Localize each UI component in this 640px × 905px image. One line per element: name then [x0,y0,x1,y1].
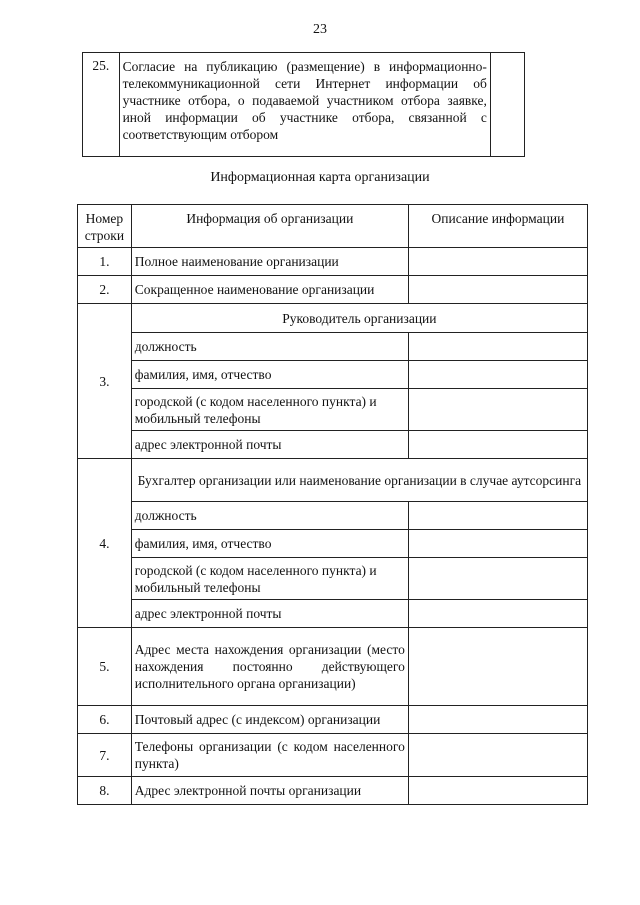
table-row [78,706,588,734]
table-row [78,628,588,706]
table-row [78,600,588,628]
header-info: Информация об организации [131,205,408,248]
table-row [78,459,588,502]
row-label: фамилия, имя, отчество [131,361,408,389]
row-number: 2. [78,276,132,304]
table-row [78,276,588,304]
description-cell [408,777,587,805]
description-cell [408,431,587,459]
row-number: 25. [83,53,120,157]
description-cell [408,502,587,530]
row-number: 5. [78,628,132,706]
row-number: 8. [78,777,132,805]
description-cell [408,706,587,734]
table-header-row [78,205,588,248]
table-row [78,389,588,431]
table-row [78,304,588,333]
description-cell [408,734,587,777]
description-cell [408,333,587,361]
table-row [78,777,588,805]
row-label: должность [131,502,408,530]
row-label: Адрес места нахождения организации (место нахождения постоянно действующего исполнительного органа организации) [131,628,408,706]
empty-cell [490,53,524,157]
row-label: Телефоны организации (с кодом населенного пункта) [131,734,408,777]
row-label: Почтовый адрес (с индексом) организации [131,706,408,734]
row-number: 6. [78,706,132,734]
consent-table [82,52,525,157]
table-row [78,431,588,459]
header-description: Описание информации [408,205,587,248]
description-cell [408,530,587,558]
group-title: Руководитель организации [131,304,587,333]
row-label: адрес электронной почты [131,600,408,628]
row-number: 3. [78,304,132,459]
row-label: городской (с кодом населенного пункта) и мобильный телефоны [131,558,408,600]
table-row [78,530,588,558]
page-number: 23 [313,22,327,37]
description-cell [408,276,587,304]
row-label: фамилия, имя, отчество [131,530,408,558]
table-row [83,53,525,157]
description-cell [408,389,587,431]
description-cell [408,628,587,706]
section-title: Информационная карта организации [210,170,430,185]
description-cell [408,558,587,600]
table-row [78,361,588,389]
description-cell [408,361,587,389]
row-label: должность [131,333,408,361]
header-number: Номер строки [78,205,132,248]
row-label: городской (с кодом населенного пункта) и мобильный телефоны [131,389,408,431]
table-row [78,558,588,600]
table-row [78,502,588,530]
table-row [78,248,588,276]
organization-info-table [77,204,588,805]
description-cell [408,248,587,276]
row-label: адрес электронной почты [131,431,408,459]
row-number: 7. [78,734,132,777]
row-number: 4. [78,459,132,628]
row-label: Сокращенное наименование организации [131,276,408,304]
table-row [78,333,588,361]
table-row [78,734,588,777]
description-cell [408,600,587,628]
consent-text: Согласие на публикацию (размещение) в информационно-телекоммуникационной сети Интернет информации об участнике отбора, о подаваемой участником отбора заявке, иной информации об участнике отбора, связанной с соответствующим отбором [119,53,490,157]
row-number: 1. [78,248,132,276]
group-title: Бухгалтер организации или наименование организации в случае аутсорсинга [131,459,587,502]
row-label: Полное наименование организации [131,248,408,276]
row-label: Адрес электронной почты организации [131,777,408,805]
